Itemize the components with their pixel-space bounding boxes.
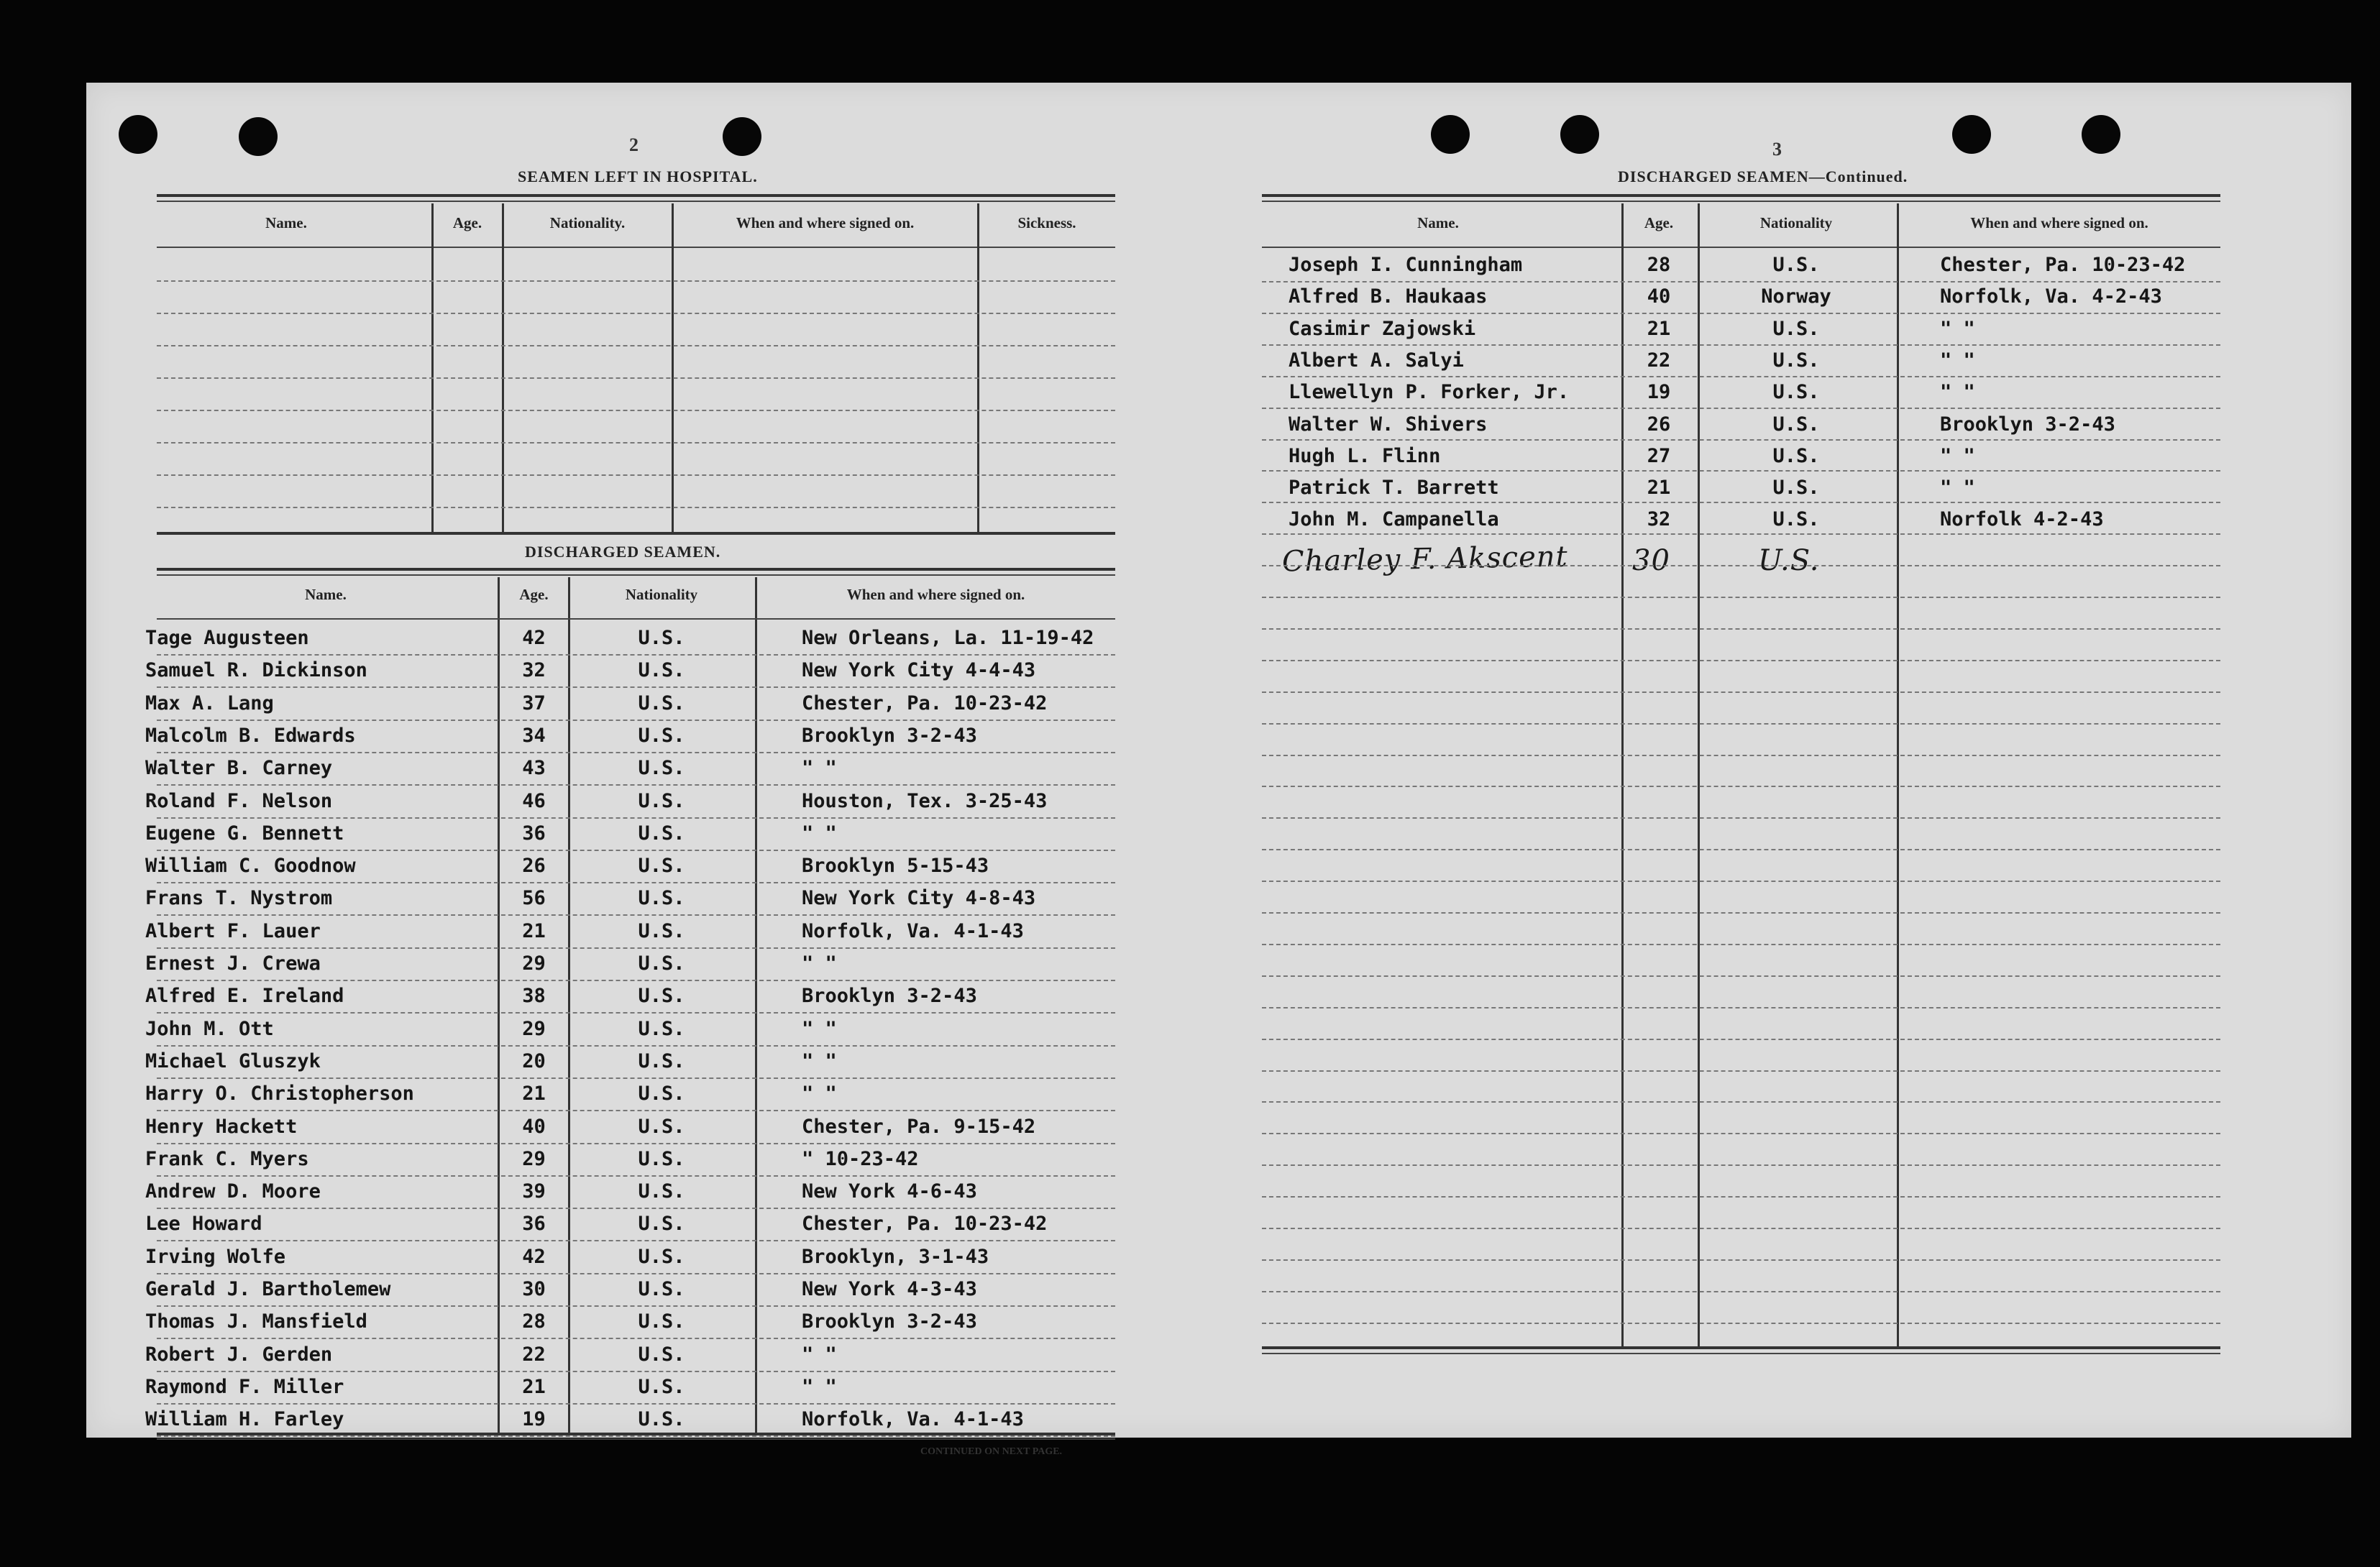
seaman-nationality: U.S. bbox=[1772, 508, 1820, 530]
seaman-signed-on: Brooklyn 3-2-43 bbox=[802, 985, 977, 1007]
dotted-rule bbox=[157, 980, 1115, 981]
seaman-age: 20 bbox=[522, 1050, 546, 1072]
dotted-rule bbox=[1262, 691, 2220, 693]
punch-hole bbox=[1560, 115, 1599, 154]
seaman-age: 26 bbox=[522, 855, 546, 877]
dotted-rule bbox=[157, 1143, 1115, 1144]
seaman-name: Henry Hackett bbox=[145, 1116, 298, 1138]
dotted-rule bbox=[1262, 1070, 2220, 1072]
dotted-rule bbox=[157, 654, 1115, 656]
dotted-rule bbox=[1262, 1101, 2220, 1103]
seaman-age: 38 bbox=[522, 985, 546, 1007]
seaman-age: 28 bbox=[522, 1310, 546, 1333]
seaman-signed-on: " " bbox=[802, 1376, 837, 1398]
column-divider bbox=[502, 203, 504, 532]
handwritten-name: Charley F. Akscent bbox=[1281, 540, 1569, 579]
seaman-nationality: U.S. bbox=[638, 1376, 685, 1398]
seaman-name: Lee Howard bbox=[145, 1213, 262, 1235]
column-divider bbox=[977, 203, 979, 532]
seaman-signed-on: " " bbox=[1940, 445, 1975, 467]
handwritten-nationality: U.S. bbox=[1758, 544, 1820, 577]
dotted-rule bbox=[157, 1110, 1115, 1111]
seaman-signed-on: Chester, Pa. 10-23-42 bbox=[802, 692, 1048, 714]
dotted-rule bbox=[157, 947, 1115, 949]
page-number-left: 2 bbox=[629, 134, 639, 155]
seaman-age: 19 bbox=[522, 1408, 546, 1430]
seaman-age: 22 bbox=[1647, 349, 1671, 372]
dotted-rule bbox=[157, 850, 1115, 851]
column-divider bbox=[1621, 203, 1624, 1346]
seaman-age: 40 bbox=[1647, 285, 1671, 308]
dotted-rule bbox=[1262, 1291, 2220, 1292]
column-divider bbox=[1698, 203, 1700, 1346]
page-number-right: 3 bbox=[1772, 139, 1782, 160]
dotted-rule bbox=[1262, 881, 2220, 882]
dotted-rule bbox=[157, 410, 1115, 411]
seaman-nationality: U.S. bbox=[638, 855, 685, 877]
col-header-nationality: Nationality bbox=[1759, 214, 1833, 231]
col-header-age: Age. bbox=[519, 586, 549, 603]
seaman-name: John M. Ott bbox=[145, 1018, 274, 1040]
dotted-rule bbox=[1262, 597, 2220, 598]
rule bbox=[157, 201, 1115, 202]
dotted-rule bbox=[1262, 408, 2220, 409]
col-header-signed-on: When and where signed on. bbox=[736, 214, 915, 231]
seaman-age: 26 bbox=[1647, 413, 1671, 436]
dotted-rule bbox=[157, 1208, 1115, 1209]
dotted-rule bbox=[1262, 628, 2220, 630]
seaman-nationality: U.S. bbox=[638, 1018, 685, 1040]
seaman-age: 43 bbox=[522, 757, 546, 779]
seaman-age: 46 bbox=[522, 790, 546, 812]
seaman-name: Tage Augusteen bbox=[145, 627, 309, 649]
dotted-rule bbox=[157, 1305, 1115, 1307]
dotted-rule bbox=[157, 1371, 1115, 1372]
rule bbox=[157, 1438, 1115, 1440]
continued-footer: CONTINUED ON NEXT PAGE. bbox=[920, 1446, 1063, 1457]
seaman-name: John M. Campanella bbox=[1289, 508, 1499, 530]
dotted-rule bbox=[157, 752, 1115, 753]
seaman-signed-on: " " bbox=[802, 757, 837, 779]
seaman-age: 42 bbox=[522, 1246, 546, 1268]
seaman-name: Patrick T. Barrett bbox=[1289, 477, 1499, 499]
seaman-age: 32 bbox=[1647, 508, 1671, 530]
dotted-rule bbox=[157, 914, 1115, 916]
col-header-name: Name. bbox=[1417, 214, 1459, 231]
dotted-rule bbox=[1262, 1323, 2220, 1324]
seaman-nationality: U.S. bbox=[1772, 254, 1820, 276]
column-divider bbox=[672, 203, 674, 532]
seaman-name: Walter B. Carney bbox=[145, 757, 333, 779]
column-divider bbox=[755, 577, 757, 1433]
seaman-age: 37 bbox=[522, 692, 546, 714]
seaman-name: Frank C. Myers bbox=[145, 1148, 309, 1170]
seaman-nationality: U.S. bbox=[638, 1408, 685, 1430]
seaman-age: 29 bbox=[522, 1018, 546, 1040]
rule bbox=[1262, 201, 2220, 202]
seaman-name: Alfred B. Haukaas bbox=[1289, 285, 1488, 308]
seaman-signed-on: " " bbox=[802, 1018, 837, 1040]
dotted-rule bbox=[157, 1240, 1115, 1241]
dotted-rule bbox=[1262, 944, 2220, 945]
discharged-continued-title: DISCHARGED SEAMEN—Continued. bbox=[1618, 167, 1908, 185]
seaman-signed-on: Norfolk, Va. 4-1-43 bbox=[802, 1408, 1024, 1430]
rule bbox=[1262, 194, 2220, 197]
dotted-rule bbox=[1262, 1133, 2220, 1134]
seaman-nationality: U.S. bbox=[638, 790, 685, 812]
dotted-rule bbox=[1262, 1228, 2220, 1229]
seaman-nationality: U.S. bbox=[638, 985, 685, 1007]
seaman-nationality: U.S. bbox=[638, 1310, 685, 1333]
punch-hole bbox=[2082, 115, 2120, 154]
dotted-rule bbox=[157, 1077, 1115, 1079]
dotted-rule bbox=[157, 1403, 1115, 1405]
seaman-nationality: U.S. bbox=[1772, 318, 1820, 340]
dotted-rule bbox=[1262, 723, 2220, 725]
seaman-signed-on: " " bbox=[802, 1050, 837, 1072]
seaman-signed-on: " 10-23-42 bbox=[802, 1148, 919, 1170]
seaman-nationality: U.S. bbox=[638, 1213, 685, 1235]
punch-hole bbox=[119, 115, 157, 154]
dotted-rule bbox=[157, 1435, 1115, 1437]
dotted-rule bbox=[157, 1045, 1115, 1047]
dotted-rule bbox=[157, 1273, 1115, 1274]
dotted-rule bbox=[157, 507, 1115, 508]
dotted-rule bbox=[1262, 439, 2220, 441]
seaman-nationality: U.S. bbox=[638, 725, 685, 747]
dotted-rule bbox=[157, 377, 1115, 379]
dotted-rule bbox=[1262, 975, 2220, 977]
seaman-age: 27 bbox=[1647, 445, 1671, 467]
seaman-name: Ernest J. Crewa bbox=[145, 952, 321, 975]
col-header-signed-on: When and where signed on. bbox=[1970, 214, 2148, 231]
seaman-signed-on: New Orleans, La. 11-19-42 bbox=[802, 627, 1094, 649]
punch-hole bbox=[239, 117, 278, 156]
seaman-nationality: U.S. bbox=[638, 1083, 685, 1105]
punch-hole bbox=[1952, 115, 1991, 154]
seaman-signed-on: New York 4-6-43 bbox=[802, 1180, 977, 1203]
punch-hole bbox=[1431, 115, 1470, 154]
seaman-age: 21 bbox=[522, 1376, 546, 1398]
column-divider bbox=[1897, 203, 1899, 1346]
col-header-nationality: Nationality bbox=[625, 586, 698, 603]
seaman-name: Max A. Lang bbox=[145, 692, 274, 714]
seaman-name: Albert A. Salyi bbox=[1289, 349, 1464, 372]
seaman-name: Hugh L. Flinn bbox=[1289, 445, 1441, 467]
column-divider bbox=[431, 203, 434, 532]
seaman-name: Thomas J. Mansfield bbox=[145, 1310, 367, 1333]
punch-hole bbox=[723, 117, 761, 156]
col-header-name: Name. bbox=[305, 586, 347, 603]
dotted-rule bbox=[157, 280, 1115, 282]
col-header-sickness: Sickness. bbox=[1017, 214, 1076, 231]
dotted-rule bbox=[1262, 1164, 2220, 1166]
seaman-signed-on: New York City 4-4-43 bbox=[802, 659, 1036, 681]
seaman-name: Harry O. Christopherson bbox=[145, 1083, 414, 1105]
seaman-nationality: U.S. bbox=[638, 1343, 685, 1366]
seaman-signed-on: Brooklyn 3-2-43 bbox=[802, 725, 977, 747]
seaman-name: Walter W. Shivers bbox=[1289, 413, 1488, 436]
seaman-nationality: U.S. bbox=[1772, 477, 1820, 499]
seaman-name: Michael Gluszyk bbox=[145, 1050, 321, 1072]
dotted-rule bbox=[1262, 1039, 2220, 1040]
dotted-rule bbox=[157, 686, 1115, 688]
seaman-age: 40 bbox=[522, 1116, 546, 1138]
dotted-rule bbox=[1262, 533, 2220, 535]
seaman-name: William H. Farley bbox=[145, 1408, 344, 1430]
seaman-signed-on: Chester, Pa. 10-23-42 bbox=[1940, 254, 2186, 276]
handwritten-age: 30 bbox=[1632, 544, 1670, 577]
seaman-age: 34 bbox=[522, 725, 546, 747]
col-header-name: Name. bbox=[265, 214, 307, 231]
dotted-rule bbox=[157, 720, 1115, 721]
rule bbox=[157, 247, 1115, 248]
seaman-name: Malcolm B. Edwards bbox=[145, 725, 356, 747]
seaman-name: Casimir Zajowski bbox=[1289, 318, 1476, 340]
dotted-rule bbox=[1262, 344, 2220, 346]
seaman-name: Raymond F. Miller bbox=[145, 1376, 344, 1398]
seaman-signed-on: " " bbox=[1940, 477, 1975, 499]
seaman-age: 21 bbox=[522, 1083, 546, 1105]
dotted-rule bbox=[157, 784, 1115, 786]
seaman-nationality: U.S. bbox=[638, 1148, 685, 1170]
seaman-age: 21 bbox=[1647, 318, 1671, 340]
dotted-rule bbox=[1262, 565, 2220, 566]
rule bbox=[1262, 247, 2220, 248]
seaman-name: Robert J. Gerden bbox=[145, 1343, 333, 1366]
hospital-section-title: SEAMEN LEFT IN HOSPITAL. bbox=[518, 167, 758, 185]
col-header-age: Age. bbox=[1644, 214, 1674, 231]
dotted-rule bbox=[157, 442, 1115, 444]
seaman-age: 30 bbox=[522, 1278, 546, 1300]
seaman-signed-on: Norfolk, Va. 4-2-43 bbox=[1940, 285, 2162, 308]
seaman-nationality: U.S. bbox=[638, 692, 685, 714]
seaman-nationality: U.S. bbox=[638, 1116, 685, 1138]
seaman-nationality: U.S. bbox=[638, 1050, 685, 1072]
dotted-rule bbox=[1262, 912, 2220, 914]
dotted-rule bbox=[1262, 313, 2220, 314]
seaman-name: Andrew D. Moore bbox=[145, 1180, 321, 1203]
rule bbox=[1262, 1353, 2220, 1354]
seaman-age: 32 bbox=[522, 659, 546, 681]
rule bbox=[157, 568, 1115, 571]
seaman-age: 21 bbox=[522, 920, 546, 942]
seaman-signed-on: " " bbox=[802, 1083, 837, 1105]
seaman-name: William C. Goodnow bbox=[145, 855, 356, 877]
seaman-signed-on: " " bbox=[802, 1343, 837, 1366]
dotted-rule bbox=[157, 1338, 1115, 1339]
seaman-name: Albert F. Lauer bbox=[145, 920, 321, 942]
seaman-age: 36 bbox=[522, 822, 546, 845]
seaman-signed-on: Brooklyn 5-15-43 bbox=[802, 855, 989, 877]
seaman-signed-on: Norfolk 4-2-43 bbox=[1940, 508, 2104, 530]
seaman-nationality: U.S. bbox=[638, 1278, 685, 1300]
seaman-nationality: U.S. bbox=[638, 920, 685, 942]
dotted-rule bbox=[1262, 786, 2220, 787]
dotted-rule bbox=[1262, 660, 2220, 661]
seaman-nationality: U.S. bbox=[638, 887, 685, 909]
seaman-nationality: U.S. bbox=[638, 1180, 685, 1203]
seaman-signed-on: Norfolk, Va. 4-1-43 bbox=[802, 920, 1024, 942]
seaman-name: Irving Wolfe bbox=[145, 1246, 286, 1268]
seaman-signed-on: Brooklyn 3-2-43 bbox=[1940, 413, 2115, 436]
seaman-age: 36 bbox=[522, 1213, 546, 1235]
seaman-nationality: U.S. bbox=[638, 1246, 685, 1268]
seaman-signed-on: New York 4-3-43 bbox=[802, 1278, 977, 1300]
dotted-rule bbox=[157, 882, 1115, 883]
dotted-rule bbox=[1262, 376, 2220, 377]
seaman-name: Samuel R. Dickinson bbox=[145, 659, 367, 681]
seaman-name: Roland F. Nelson bbox=[145, 790, 333, 812]
seaman-signed-on: " " bbox=[1940, 381, 1975, 403]
seaman-nationality: U.S. bbox=[638, 822, 685, 845]
dotted-rule bbox=[1262, 1259, 2220, 1261]
col-header-age: Age. bbox=[452, 214, 482, 231]
seaman-signed-on: " " bbox=[1940, 349, 1975, 372]
dotted-rule bbox=[1262, 502, 2220, 503]
rule bbox=[157, 618, 1115, 620]
discharged-section-title: DISCHARGED SEAMEN. bbox=[525, 543, 721, 561]
rule bbox=[157, 1433, 1115, 1435]
seaman-signed-on: " " bbox=[802, 952, 837, 975]
seaman-nationality: U.S. bbox=[1772, 381, 1820, 403]
seaman-signed-on: Brooklyn 3-2-43 bbox=[802, 1310, 977, 1333]
rule bbox=[1262, 1346, 2220, 1349]
rule bbox=[157, 532, 1115, 535]
seaman-age: 28 bbox=[1647, 254, 1671, 276]
seaman-signed-on: " " bbox=[1940, 318, 1975, 340]
seaman-age: 42 bbox=[522, 627, 546, 649]
dotted-rule bbox=[157, 1175, 1115, 1177]
seaman-signed-on: Chester, Pa. 9-15-42 bbox=[802, 1116, 1036, 1138]
seaman-nationality: Norway bbox=[1761, 285, 1831, 308]
seaman-name: Gerald J. Bartholemew bbox=[145, 1278, 391, 1300]
dotted-rule bbox=[157, 313, 1115, 314]
seaman-name: Eugene G. Bennett bbox=[145, 822, 344, 845]
dotted-rule bbox=[1262, 1196, 2220, 1198]
rule bbox=[157, 574, 1115, 576]
seaman-name: Llewellyn P. Forker, Jr. bbox=[1289, 381, 1570, 403]
seaman-age: 39 bbox=[522, 1180, 546, 1203]
document-sheet bbox=[86, 83, 2351, 1457]
seaman-signed-on: Houston, Tex. 3-25-43 bbox=[802, 790, 1048, 812]
col-header-signed-on: When and where signed on. bbox=[846, 586, 1025, 603]
seaman-signed-on: " " bbox=[802, 822, 837, 845]
seaman-nationality: U.S. bbox=[638, 659, 685, 681]
seaman-signed-on: Chester, Pa. 10-23-42 bbox=[802, 1213, 1048, 1235]
dotted-rule bbox=[1262, 281, 2220, 282]
dotted-rule bbox=[1262, 817, 2220, 819]
dotted-rule bbox=[1262, 470, 2220, 472]
seaman-age: 29 bbox=[522, 952, 546, 975]
dotted-rule bbox=[157, 345, 1115, 346]
seaman-nationality: U.S. bbox=[1772, 413, 1820, 436]
dotted-rule bbox=[1262, 849, 2220, 850]
dotted-rule bbox=[157, 474, 1115, 476]
seaman-nationality: U.S. bbox=[638, 952, 685, 975]
dotted-rule bbox=[1262, 755, 2220, 756]
seaman-nationality: U.S. bbox=[1772, 445, 1820, 467]
seaman-nationality: U.S. bbox=[638, 757, 685, 779]
rule bbox=[157, 194, 1115, 197]
dotted-rule bbox=[157, 1012, 1115, 1014]
seaman-signed-on: New York City 4-8-43 bbox=[802, 887, 1036, 909]
seaman-age: 22 bbox=[522, 1343, 546, 1366]
seaman-age: 56 bbox=[522, 887, 546, 909]
seaman-age: 29 bbox=[522, 1148, 546, 1170]
dotted-rule bbox=[1262, 1007, 2220, 1008]
seaman-age: 21 bbox=[1647, 477, 1671, 499]
seaman-age: 19 bbox=[1647, 381, 1671, 403]
seaman-nationality: U.S. bbox=[1772, 349, 1820, 372]
seaman-nationality: U.S. bbox=[638, 627, 685, 649]
seaman-name: Frans T. Nystrom bbox=[145, 887, 333, 909]
dotted-rule bbox=[157, 817, 1115, 819]
seaman-name: Alfred E. Ireland bbox=[145, 985, 344, 1007]
seaman-signed-on: Brooklyn, 3-1-43 bbox=[802, 1246, 989, 1268]
col-header-nationality: Nationality. bbox=[549, 214, 626, 231]
seaman-name: Joseph I. Cunningham bbox=[1289, 254, 1523, 276]
